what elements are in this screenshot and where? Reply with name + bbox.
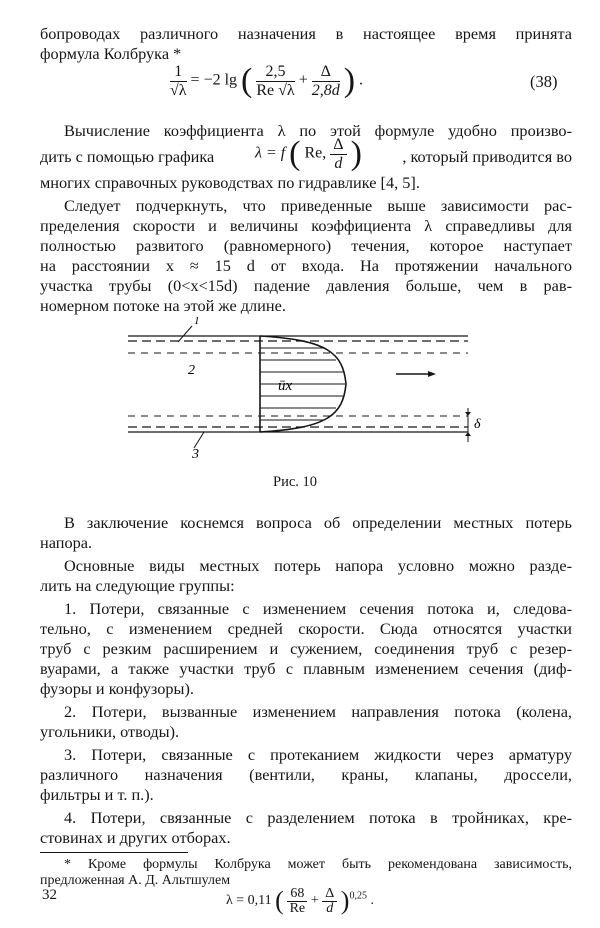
graph-fn: λ = f [255,144,286,162]
text-line: Следует подчеркнуть, что приведенные выше зависимости рас- [64,196,572,215]
equation-number: (38) [530,72,558,91]
text-line: полностью развитого (равномерного) течения, которое наступает [40,236,572,255]
list-line: фузоры и конфузоры). [40,679,194,698]
text-line: Основные виды местных потерь напора условно можно разде- [64,556,572,575]
label-3: 3 [192,447,199,462]
leader-1 [178,326,192,342]
text-line: лить на следующие группы: [40,576,235,595]
text-line: формула Колбрука * [40,44,182,63]
label-delta: δ [474,417,481,432]
graph-denominator: d [334,154,343,172]
f-lhs: λ = 0,11 [226,893,272,909]
list-line: тельно, с изменением средней скорости. Сюда относятся участки [40,619,572,638]
flow-arrow-head [428,371,436,377]
label-1: 1 [194,315,200,327]
list-line: 2. Потери, вызванные изменением направления потока (колена, [64,702,572,721]
eq-term1-fraction [256,63,294,100]
delta-arrow-top [465,412,471,416]
eq-tail: . [359,71,364,89]
eq-numerator: 1 [170,63,187,82]
f-tail: . [370,893,374,909]
text-line: напора. [40,533,93,552]
text-line: Вычисление коэффициента λ по этой формуле удобно произво- [64,121,572,140]
list-line: стовинах и других отборах. [40,828,231,847]
footnote-line: предложенная А. Д. Альтшулем [40,873,231,888]
eq-lhs-fraction [170,63,187,100]
footnote-line: * Кроме формулы Колбрука может быть рекомендована зависимость, [64,857,572,872]
equation-38: $\frac{1}{√\lambda}$ = −2 lg ( $\frac{2,5}{Re √\lambda}$ + $\frac{\Delta}{2,8d}$ ) . [170,62,364,99]
graph-numerator: Δ [330,136,346,155]
f-plus: + [310,893,319,909]
f-num: Δ [322,887,337,902]
page-number: 32 [42,887,57,903]
altshul-formula: λ = 0,11 ( $\frac{68}{Re}$ + $\frac{\Delta}{d}$ )$^{0,25}$ . [226,885,374,916]
text-line: номерном потоке на этой же длине. [40,296,286,315]
text-line: дить с помощью графика [40,147,215,166]
text-line: участка трубы (0<x<15d) падение давления больше, чем в рав- [40,276,572,295]
text-line: В заключение коснемся вопроса об определении местных потерь [64,513,572,532]
leader-3 [194,432,204,448]
f-num: 68 [287,887,307,902]
eq-operator: = −2 lg [190,71,238,89]
text-line: бопроводах различного назначения в настоящее время принята [40,24,572,43]
list-line: угольники, отводы). [40,722,180,741]
list-line: 4. Потери, связанные с разделением потока в тройниках, кре- [64,808,572,827]
list-line: труб с резким расширением и сужением, соединения труб с резер- [40,639,572,658]
label-ux: ūx [278,378,293,394]
f-den: d [326,900,334,916]
graph-arg: Re, [304,144,327,162]
eq-numerator: Δ [312,63,340,82]
eq-denominator: 2,8d [311,81,340,99]
figure-caption: Рис. 10 [273,474,318,490]
f-fraction-2 [322,887,337,916]
text-line: , который приводится во [402,147,572,166]
eq-numerator: 2,5 [256,63,294,82]
text-line: многих справочных руководствах по гидравлике [4, 5]. [40,173,420,192]
f-exponent: 0,25 [349,890,367,902]
text-line: пределения скорости и величины коэффициента λ справедливы для [40,216,572,235]
list-line: вуарами, а также участки труб с плавным изменением сечения (диф- [40,659,572,678]
list-line: фильтры и т. п.). [40,785,154,804]
f-fraction-1 [287,887,307,916]
eq-plus: + [298,71,308,89]
eq-denominator: Re √λ [256,81,295,99]
eq-term2-fraction [312,63,340,100]
text-line: на расстоянии x ≈ 15 d от входа. На протяжении начального [40,256,572,275]
f-den: Re [289,900,306,916]
list-line: 1. Потери, связанные с изменением сечения потока и, следова- [64,599,572,618]
label-2: 2 [188,363,195,378]
eq-denominator: √λ [170,81,187,99]
pipe-flow-figure [128,308,488,468]
list-line: 3. Потери, связанные с протеканием жидкости через арматуру [64,745,572,764]
list-line: различного назначения (вентили, краны, клапаны, дроссели, [40,765,572,784]
graph-fraction [330,136,346,173]
graph-formula: λ = f ( Re, $\frac{\Delta}{d}$ ) [255,135,362,172]
footnote-rule [40,852,188,853]
